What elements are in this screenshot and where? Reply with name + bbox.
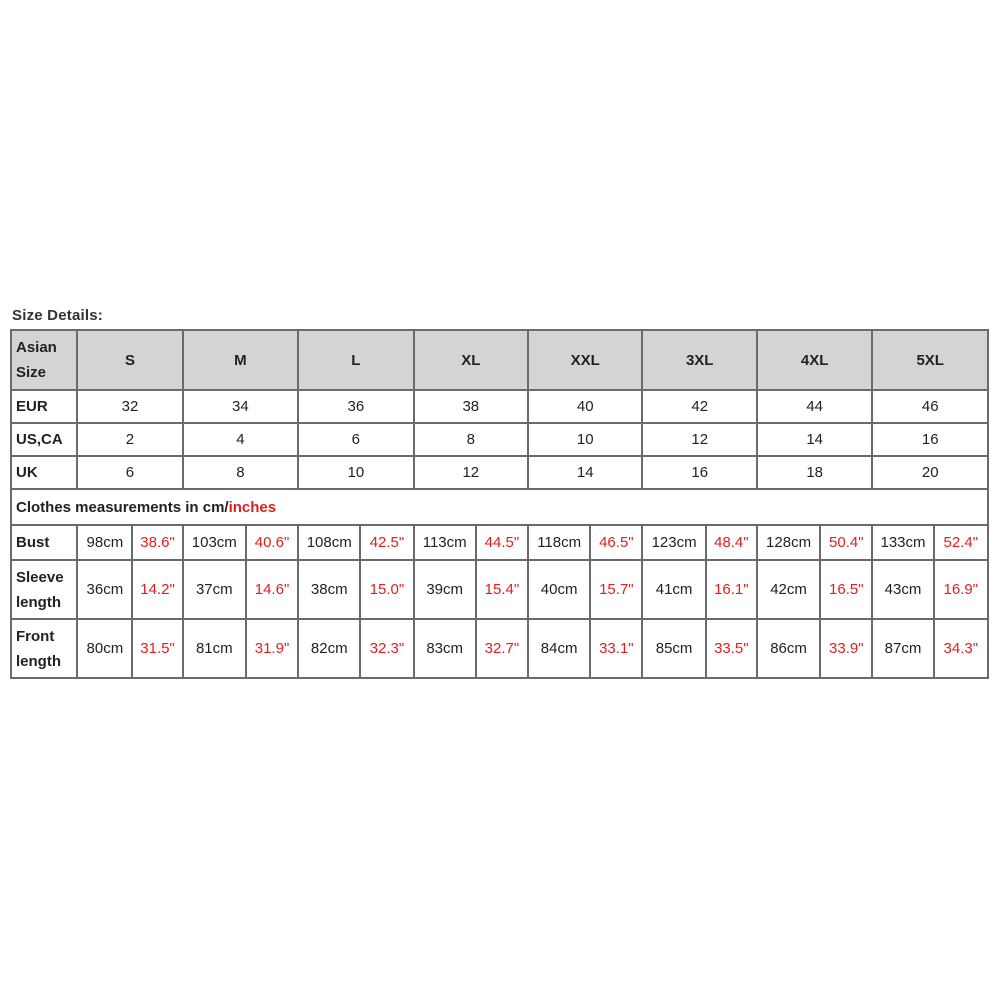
- bust-cm-value: 118cm: [528, 525, 590, 560]
- us-ca-value: 4: [183, 423, 298, 456]
- us-ca-value: 6: [298, 423, 413, 456]
- bust-inch-value: 38.6": [132, 525, 182, 560]
- front-inch-value: 33.1": [590, 619, 642, 678]
- bust-cm-value: 113cm: [414, 525, 476, 560]
- uk-value: 18: [757, 456, 872, 489]
- us-ca-value: 8: [414, 423, 528, 456]
- sleeve-cm-value: 41cm: [642, 560, 705, 619]
- front-inch-value: 32.7": [476, 619, 528, 678]
- sleeve-length-row: [11, 560, 988, 619]
- front-cm-value: 82cm: [298, 619, 360, 678]
- bust-cm-value: 128cm: [757, 525, 820, 560]
- front-inch-value: 33.9": [820, 619, 872, 678]
- bust-cm-value: 133cm: [872, 525, 933, 560]
- eur-value: 46: [872, 390, 988, 423]
- uk-row: [11, 456, 988, 489]
- measurements-section-row: [11, 489, 988, 525]
- sleeve-inch-value: 14.2": [132, 560, 182, 619]
- front-cm-value: 85cm: [642, 619, 705, 678]
- sleeve-inch-value: 15.4": [476, 560, 528, 619]
- asian-size-label: Asian Size: [11, 330, 77, 390]
- front-cm-value: 80cm: [77, 619, 132, 678]
- section-label-prefix: Clothes measurements in cm/: [16, 498, 229, 516]
- eur-label: EUR: [11, 390, 77, 423]
- sleeve-inch-value: 16.9": [934, 560, 988, 619]
- size-header-cell: L: [298, 330, 413, 390]
- uk-value: 20: [872, 456, 988, 489]
- front-cm-value: 81cm: [183, 619, 246, 678]
- front-inch-value: 33.5": [706, 619, 757, 678]
- section-label-accent: inches: [228, 498, 277, 516]
- sleeve-cm-value: 40cm: [528, 560, 590, 619]
- bust-cm-value: 98cm: [77, 525, 132, 560]
- size-header-cell: XL: [414, 330, 528, 390]
- size-header-cell: XXL: [528, 330, 642, 390]
- bust-inch-value: 46.5": [590, 525, 642, 560]
- eur-value: 40: [528, 390, 642, 423]
- uk-label: UK: [11, 456, 77, 489]
- eur-value: 44: [757, 390, 872, 423]
- bust-row: [11, 525, 988, 560]
- eur-value: 42: [642, 390, 756, 423]
- bust-inch-value: 50.4": [820, 525, 872, 560]
- bust-cm-value: 123cm: [642, 525, 705, 560]
- bust-label: Bust: [11, 525, 77, 560]
- eur-value: 34: [183, 390, 298, 423]
- front-inch-value: 32.3": [360, 619, 413, 678]
- us-ca-row: [11, 423, 988, 456]
- bust-inch-value: 48.4": [706, 525, 757, 560]
- size-header-cell: 5XL: [872, 330, 988, 390]
- eur-value: 36: [298, 390, 413, 423]
- uk-value: 6: [77, 456, 182, 489]
- eur-value: 38: [414, 390, 528, 423]
- bust-inch-value: 40.6": [246, 525, 298, 560]
- us-ca-value: 10: [528, 423, 642, 456]
- sleeve-inch-value: 16.5": [820, 560, 872, 619]
- sleeve-length-label: Sleeve length: [11, 560, 77, 619]
- front-cm-value: 84cm: [528, 619, 590, 678]
- eur-value: 32: [77, 390, 182, 423]
- us-ca-value: 14: [757, 423, 872, 456]
- bust-cm-value: 103cm: [183, 525, 246, 560]
- sleeve-cm-value: 38cm: [298, 560, 360, 619]
- front-length-row: [11, 619, 988, 678]
- size-header-cell: S: [77, 330, 182, 390]
- size-header-cell: 4XL: [757, 330, 872, 390]
- size-details-caption: Size Details:: [12, 307, 103, 324]
- uk-value: 8: [183, 456, 298, 489]
- us-ca-value: 2: [77, 423, 182, 456]
- sleeve-inch-value: 15.0": [360, 560, 413, 619]
- front-cm-value: 87cm: [872, 619, 933, 678]
- sleeve-cm-value: 36cm: [77, 560, 132, 619]
- size-chart-table: [10, 329, 989, 679]
- sleeve-inch-value: 14.6": [246, 560, 298, 619]
- sleeve-cm-value: 37cm: [183, 560, 246, 619]
- front-inch-value: 31.9": [246, 619, 298, 678]
- sleeve-cm-value: 42cm: [757, 560, 820, 619]
- sleeve-inch-value: 16.1": [706, 560, 757, 619]
- measurements-section-title: [11, 489, 988, 525]
- size-header-row: [11, 330, 988, 390]
- sleeve-cm-value: 43cm: [872, 560, 933, 619]
- sleeve-inch-value: 15.7": [590, 560, 642, 619]
- front-inch-value: 34.3": [934, 619, 988, 678]
- us-ca-label: US,CA: [11, 423, 77, 456]
- front-cm-value: 83cm: [414, 619, 476, 678]
- uk-value: 12: [414, 456, 528, 489]
- sleeve-cm-value: 39cm: [414, 560, 476, 619]
- bust-inch-value: 52.4": [934, 525, 988, 560]
- eur-row: [11, 390, 988, 423]
- uk-value: 16: [642, 456, 756, 489]
- bust-inch-value: 42.5": [360, 525, 413, 560]
- size-header-cell: M: [183, 330, 298, 390]
- us-ca-value: 16: [872, 423, 988, 456]
- bust-inch-value: 44.5": [476, 525, 528, 560]
- front-length-label: Front length: [11, 619, 77, 678]
- size-header-cell: 3XL: [642, 330, 756, 390]
- front-cm-value: 86cm: [757, 619, 820, 678]
- uk-value: 14: [528, 456, 642, 489]
- us-ca-value: 12: [642, 423, 756, 456]
- bust-cm-value: 108cm: [298, 525, 360, 560]
- uk-value: 10: [298, 456, 413, 489]
- front-inch-value: 31.5": [132, 619, 182, 678]
